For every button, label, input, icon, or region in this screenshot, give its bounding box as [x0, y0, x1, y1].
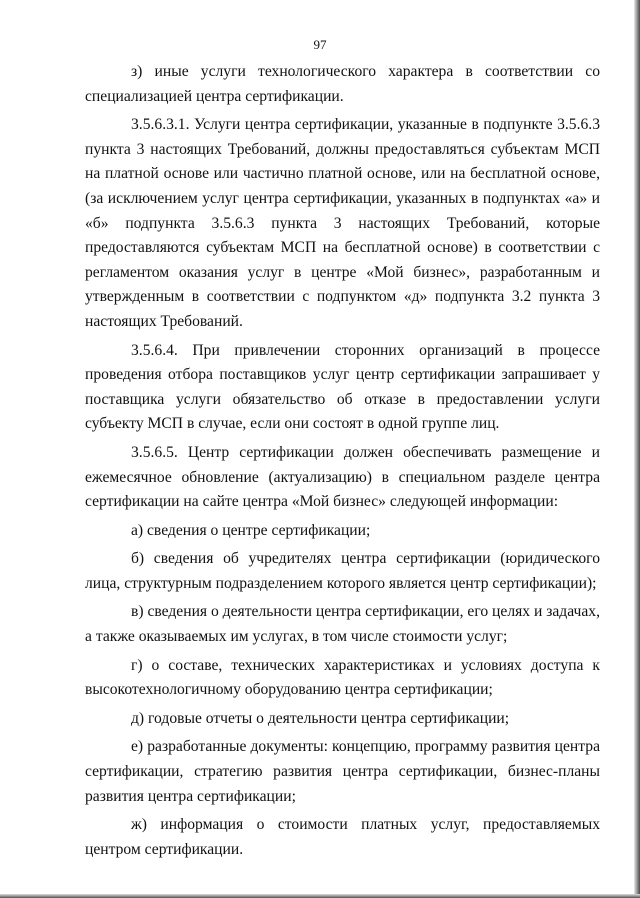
list-item-zh: ж) информация о стоимости платных услуг, предоставляемых центром сертификации. [85, 816, 600, 858]
list-item-d: д) годовые отчеты о деятельности центра сертификации; [131, 709, 510, 727]
document-body [85, 60, 600, 866]
paragraph-3-5-6-4: 3.5.6.4. При привлечении сторонних организаций в процессе проведения отбора поставщиков услуг центр сертификации запрашивает у поставщика услуги обязательство об отказе в предоставлении услуги субъекту МСП в случае, если они состоят в одной группе лиц. [85, 341, 600, 433]
page-edge-shadow-right [634, 0, 640, 898]
page-number: 97 [313, 37, 327, 52]
paragraph-3-5-6-5: 3.5.6.5. Центр сертификации должен обеспечивать размещение и ежемесячное обновление (актуализацию) в специальном разделе центра сертификации на сайте центра «Мой бизнес» следующей информации: [85, 443, 600, 511]
list-item-v: в) сведения о деятельности центра сертификации, его целях и задачах, а также оказываемых им услугах, в том числе стоимости услуг; [85, 603, 600, 646]
list-item-e: е) разработанные документы: концепцию, программу развития центра сертификации, стратегию развития центра сертификации, бизнес-планы развития центра сертификации; [85, 738, 600, 805]
list-item-b: б) сведения об учредителях центра сертификации (юридического лица, структурным подразделением которого является центр сертификации); [85, 550, 600, 592]
paragraph-3-5-6-3-1: 3.5.6.3.1. Услуги центра сертификации, указанные в подпункте 3.5.6.3 пункта 3 настоящих Требований, должны предоставляться субъектам МСП на платной основе или частично платной основе, или на бесплатной основе, (за исключением услуг центра сертификации, указанных в подпунктах «а» и «б» подпункта 3.5.6.3 пункта 3 настоящих Требований, которые предоставляются субъектам МСП на бесплатной основе) в соответствии с регламентом оказания услуг в центре «Мой бизнес», разработанным и утвержденным в соответствии с подпунктом «д» подпункта 3.2 пункта 3 настоящих Требований. [85, 116, 600, 330]
list-item-a: а) сведения о центре сертификации; [131, 521, 371, 539]
paragraph-item-z: з) иные услуги технологического характера в соответствии со специализацией центра сертификации. [85, 63, 600, 105]
list-item-g: г) о составе, технических характеристиках и условиях доступа к высокотехнологичному оборудованию центра сертификации; [85, 656, 600, 699]
page-edge-shadow-bottom [0, 894, 640, 898]
